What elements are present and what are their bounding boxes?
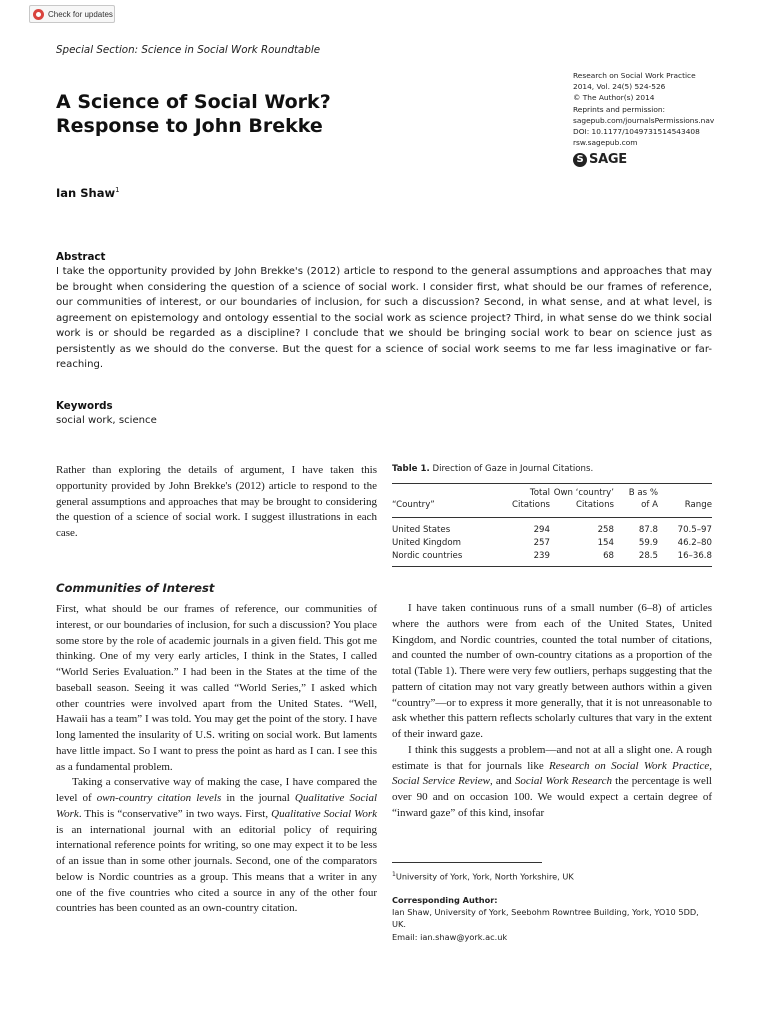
- table-caption-text: Direction of Gaze in Journal Citations.: [432, 464, 594, 474]
- table-header-row: [392, 484, 712, 518]
- column-header-range: Range: [658, 484, 712, 518]
- abstract-text: I take the opportunity provided by John Brekke's (2012) article to respond to the general assumptions and approaches that may be brought when considering the question of a science of social work. I consider first, what should be our frames of reference, our communities of interest, or our boundaries of inclusion, for such a discussion? Second, in what sense, and at what level, is agreement on epistemology and ontology essential to the social work as science project? Third, in what sense do we think social work is or should be regarded as a discipline? I conclude that we should be bringing social work to bear on science just as persistently as we should do the converse. But the quest for a science of social work seems to me far less imaginative or far-reaching.: [56, 266, 712, 370]
- keywords-heading: Keywords: [56, 400, 113, 412]
- table-caption: [392, 464, 712, 474]
- affiliation-footnote: [392, 871, 712, 882]
- corresponding-author: [392, 894, 712, 943]
- column-header-own-country-citations: Own ‘country’ Citations: [550, 484, 614, 518]
- section-label: Special Section: Science in Social Work Roundtable: [56, 44, 321, 56]
- table-cell: 239: [502, 550, 550, 567]
- corresponding-address-country: UK.: [392, 919, 406, 930]
- table-cell: United States: [392, 525, 451, 535]
- abstract-section: [56, 251, 712, 373]
- sage-logo-text: SAGE: [589, 152, 627, 167]
- table-row: [392, 550, 712, 567]
- column-header-b-as-percent-of-a: B as % of A: [614, 484, 658, 518]
- citation-table: [392, 483, 712, 567]
- author-affiliation-mark: 1: [115, 186, 120, 195]
- body-paragraph: Taking a conservative way of making the case, I have compared the level of own-country citation levels in the journal Qualitative Social Work. This is “conservative” in two ways. First, Qualitative Social Work is an international journal with an editorial policy of requiring international reference points for writing, so one may expect it to be less of an issue than in some other journals. Second, one of the comparators below is Nordic countries as a group. This means that a writer in any one of the five countries who cited a source in any of the other four countries has been counted as an own-country citation.: [56, 776, 378, 915]
- keywords-text: social work, science: [56, 415, 157, 426]
- left-column-body: [56, 602, 377, 917]
- body-paragraph: I think this suggests a problem—and not at all a slight one. A rough estimate is that for journals like Research on Social Work Practice, Social Service Review, and Social Work Research the percentage is well over 90 and on occasion 100. We would expect a certain degree of “inward gaze” of this kind, insofar: [392, 743, 713, 819]
- table-row: [392, 537, 712, 550]
- table-cell: 46.2–80: [677, 538, 712, 548]
- table-cell: 154: [597, 538, 614, 548]
- corresponding-author-heading: Corresponding Author:: [392, 895, 498, 905]
- intro-paragraph: [56, 463, 377, 542]
- permissions-link[interactable]: sagepub.com/journalsPermissions.nav: [573, 115, 715, 125]
- journal-name: Research on Social Work Practice: [573, 71, 696, 80]
- author-name: [56, 186, 120, 200]
- sage-s-icon: S: [573, 153, 587, 167]
- article-title: [56, 90, 516, 138]
- body-paragraph: I have taken continuous runs of a small number (6–8) of articles where the authors were from each of the United States, United Kingdom, and Nordic countries, counted the total number of citations, and counted the number of own-country citations as a proportion of the total (Table 1). There were very few outliers, perhaps suggesting that the pattern of citation may not vary greatly between authors within a given “country”—or to express it more generally, that it is not unreasonable to ask whether this pattern reflects scholarly cultures that vary in the extent of their inward gaze.: [392, 602, 712, 740]
- emphasis-text: own-country citation levels: [96, 792, 222, 804]
- title-line: Response to John Brekke: [56, 115, 323, 137]
- table-label: Table 1.: [392, 464, 430, 474]
- table-cell: 70.5–97: [677, 525, 712, 535]
- abstract-heading: Abstract: [56, 251, 106, 263]
- journal-metadata: [573, 70, 743, 148]
- journal-title-italic: Qualitative Social Work: [271, 807, 377, 820]
- table-cell: 68: [550, 550, 614, 567]
- journal-title-italic: Social Service Review: [392, 775, 490, 788]
- footnote-divider: [392, 862, 542, 863]
- check-for-updates-label: Check for updates: [48, 9, 113, 19]
- table-cell: United Kingdom: [392, 538, 461, 548]
- sage-logo: [573, 152, 627, 167]
- body-paragraph: First, what should be our frames of reference, our communities of interest, or our boundaries of inclusion, for such a discussion? You place some store by the role of academic journals in a given field. This got me thinking. One of my very early articles, I think in the States, I called “World Series Evaluation.” I had been in the States at the time of the baseball season. Seeing it was called “World Series,” I asked which other countries were involved apart from the United States. “Well, Hawaii has a team” I was told. You may get the point of the story. I have long lamented the insularity of U.S. writing on social work. But laments have little impact. So I want to press the point as hard as I can. I see this as a fundamental problem.: [56, 603, 377, 773]
- section-heading: Communities of Interest: [56, 581, 215, 595]
- reprints-line: Reprints and permission:: [573, 104, 666, 114]
- doi-link[interactable]: DOI: 10.1177/1049731514543408: [573, 127, 700, 137]
- table-cell: 257: [533, 538, 550, 548]
- table-1: [392, 464, 712, 567]
- table-cell: Nordic countries: [392, 550, 502, 567]
- footnote-mark: 1: [392, 871, 396, 878]
- journal-title-italic: Social Work Research: [514, 775, 613, 788]
- column-header-country: “Country”: [392, 484, 502, 518]
- update-status-icon: [33, 9, 44, 20]
- table-cell: 87.8: [638, 525, 658, 535]
- intro-paragraph-text: Rather than exploring the details of argument, I have taken this opportunity provided by John Brekke's (2012) article to respond to the general assumptions and approaches that may be brought to considering the question of a science of social work. I suggest illustrations in each case.: [56, 464, 377, 539]
- table-cell: 258: [597, 525, 614, 535]
- corresponding-address: Ian Shaw, University of York, Seebohm Rowntree Building, York, YO10 5DD,: [392, 907, 699, 918]
- journal-website-link[interactable]: rsw.sagepub.com: [573, 138, 638, 148]
- corresponding-email[interactable]: Email: ian.shaw@york.ac.uk: [392, 931, 508, 942]
- right-column-body: [392, 601, 712, 822]
- copyright-line: © The Author(s) 2014: [573, 93, 655, 103]
- table-cell: 28.5: [614, 550, 658, 567]
- journal-title-italic: Research on Social Work Practice: [549, 759, 710, 772]
- table-row: [392, 518, 712, 538]
- journal-title-italic: Qualitative Social Work: [56, 792, 378, 820]
- affiliation-text: University of York, York, North Yorkshire, UK: [395, 871, 574, 882]
- keywords-section: [56, 400, 456, 428]
- table-cell: 294: [533, 525, 550, 535]
- table-cell: 59.9: [638, 538, 658, 548]
- column-header-total-citations: Total Citations: [502, 484, 550, 518]
- title-line: A Science of Social Work?: [56, 91, 331, 113]
- journal-volume: 2014, Vol. 24(5) 524-526: [573, 82, 666, 92]
- check-for-updates-badge[interactable]: [29, 5, 115, 23]
- author-name-text: Ian Shaw: [56, 186, 116, 200]
- table-cell: 16–36.8: [658, 550, 712, 567]
